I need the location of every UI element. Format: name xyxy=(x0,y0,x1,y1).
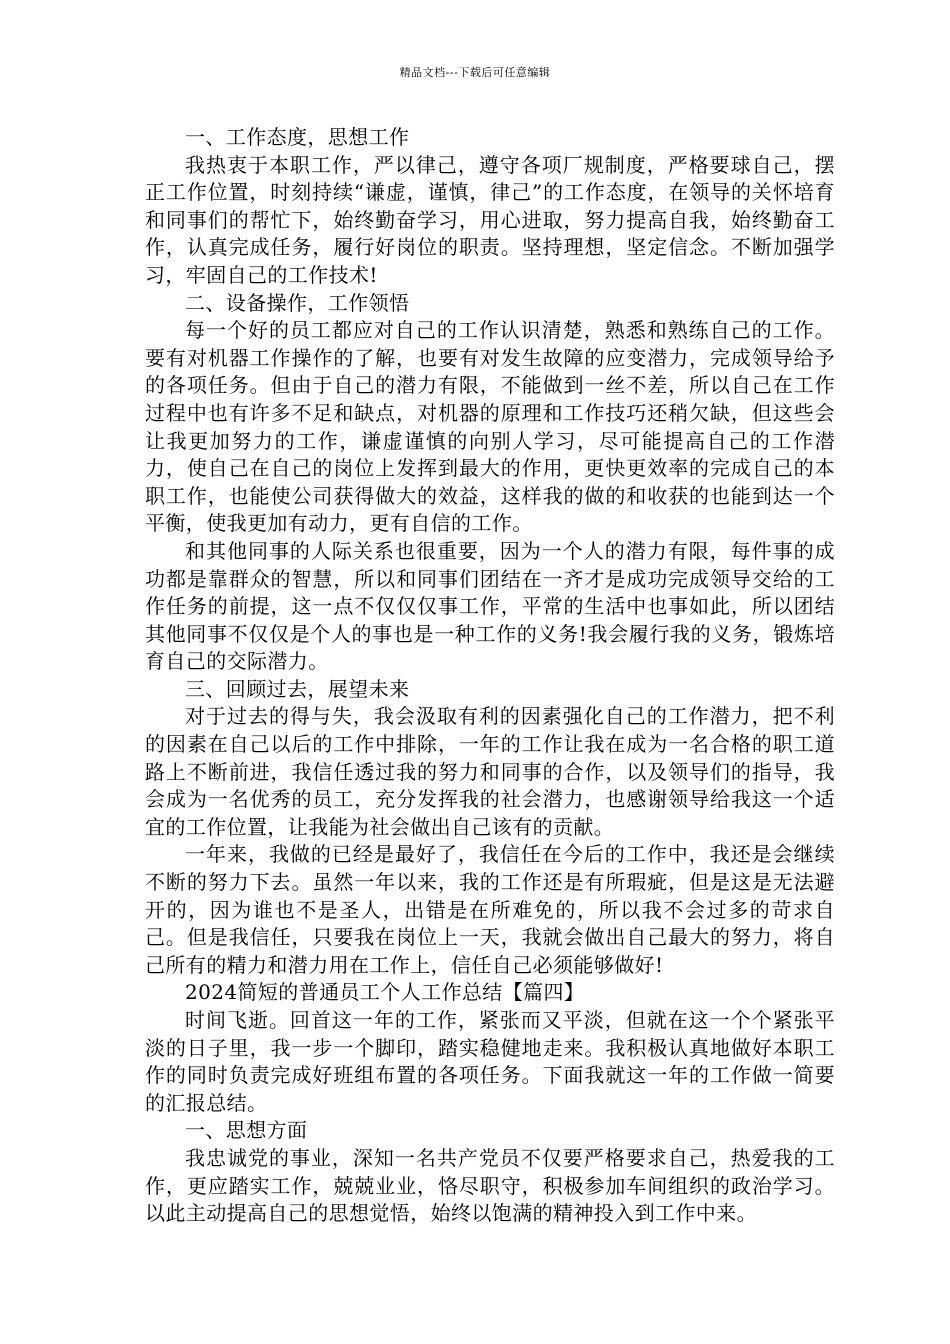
article-title-part-four: 2024简短的普通员工个人工作总结【篇四】 xyxy=(185,980,585,1005)
paragraph-equipment-operation: 每一个好的员工都应对自己的工作认识清楚，熟悉和熟练自己的工作。要有对机器工作操作的了解，也要有对发生故障的应变潜力，完成领导给予的各项任务。但由于自己的潜力有限，不能做到一丝不差，所以自己在工作过程中也有许多不足和缺点，对机器的原理和工作技巧还稍欠缺，但这些会让我更加努力的工作，谦虚谨慎的向别人学习，尽可能提高自己的工作潜力，使自己在自己的岗位上发挥到最大的作用，更快更效率的完成自己的本职工作，也能使公司获得做大的效益，这样我的做的和收获的也能到达一个平衡，使我更加有动力，更有自信的工作。 xyxy=(145,318,835,536)
section-heading-equipment-operation: 二、设备操作，工作领悟 xyxy=(185,290,410,315)
paragraph-review-past: 对于过去的得与失，我会汲取有利的因素强化自己的工作潜力，把不利的因素在自己以后的工作中排除，一年的工作让我在成为一名合格的职工道路上不断前进，我信任透过我的努力和同事的合作，以及领导们的指导，我会成为一名优秀的员工，充分发挥我的社会潜力，也感谢领导给我这一个适宜的工作位置，让我能为社会做出自己该有的贡献。 xyxy=(145,704,835,839)
paragraph-one-year: 一年来，我做的已经是最好了，我信任在今后的工作中，我还是会继续不断的努力下去。虽然一年以来，我的工作还是有所瑕疵，但是这是无法避开的，因为谁也不是圣人，出错是在所难免的，所以我不会过多的苛求自己。但是我信任，只要我在岗位上一天，我就会做出自己最大的努力，将自己所有的精力和潜力用在工作上，信任自己必须能够做好! xyxy=(145,842,835,977)
document-body xyxy=(145,124,835,1228)
paragraph-work-attitude: 我热衷于本职工作，严以律己，遵守各项厂规制度，严格要球自己，摆正工作位置，时刻持续“谦虚，谨慎，律己”的工作态度，在领导的关怀培育和同事们的帮忙下，始终勤奋学习，用心进取，努力提高自我，始终勤奋工作，认真完成任务，履行好岗位的职责。坚持理想，坚定信念。不断加强学习，牢固自己的工作技术! xyxy=(145,152,835,287)
paragraph-colleague-relations: 和其他同事的人际关系也很重要，因为一个人的潜力有限，每件事的成功都是靠群众的智慧，所以和同事们团结在一齐才是成功完成领导交给的工作任务的前提，这一点不仅仅仅事工作，平常的生活中也事如此，所以团结其他同事不仅仅是个人的事也是一种工作的义务!我会履行我的义务，锻炼培育自己的交际潜力。 xyxy=(145,538,835,674)
paragraph-time-flies: 时间飞逝。回首这一年的工作，紧张而又平淡，但就在这一个个紧张平淡的日子里，我一步一个脚印，踏实稳健地走来。我积极认真地做好本职工作的同时负责完成好班组布置的各项任务。下面我就这一年的工作做一简要的汇报总结。 xyxy=(145,1008,835,1115)
page-header: 精品文档---下载后可任意编辑 xyxy=(399,66,551,79)
section-heading-work-attitude: 一、工作态度，思想工作 xyxy=(185,125,410,149)
section-heading-review-outlook: 三、回顾过去，展望未来 xyxy=(185,676,410,701)
section-heading-ideology: 一、思想方面 xyxy=(185,1118,308,1143)
paragraph-ideology: 我忠诚党的事业，深知一名共产党员不仅要严格要求自己，热爱我的工作，更应踏实工作，兢兢业业，恪尽职守，积极参加车间组织的政治学习。以此主动提高自己的思想觉悟，始终以饱满的精神投入到工作中来。 xyxy=(145,1145,835,1226)
